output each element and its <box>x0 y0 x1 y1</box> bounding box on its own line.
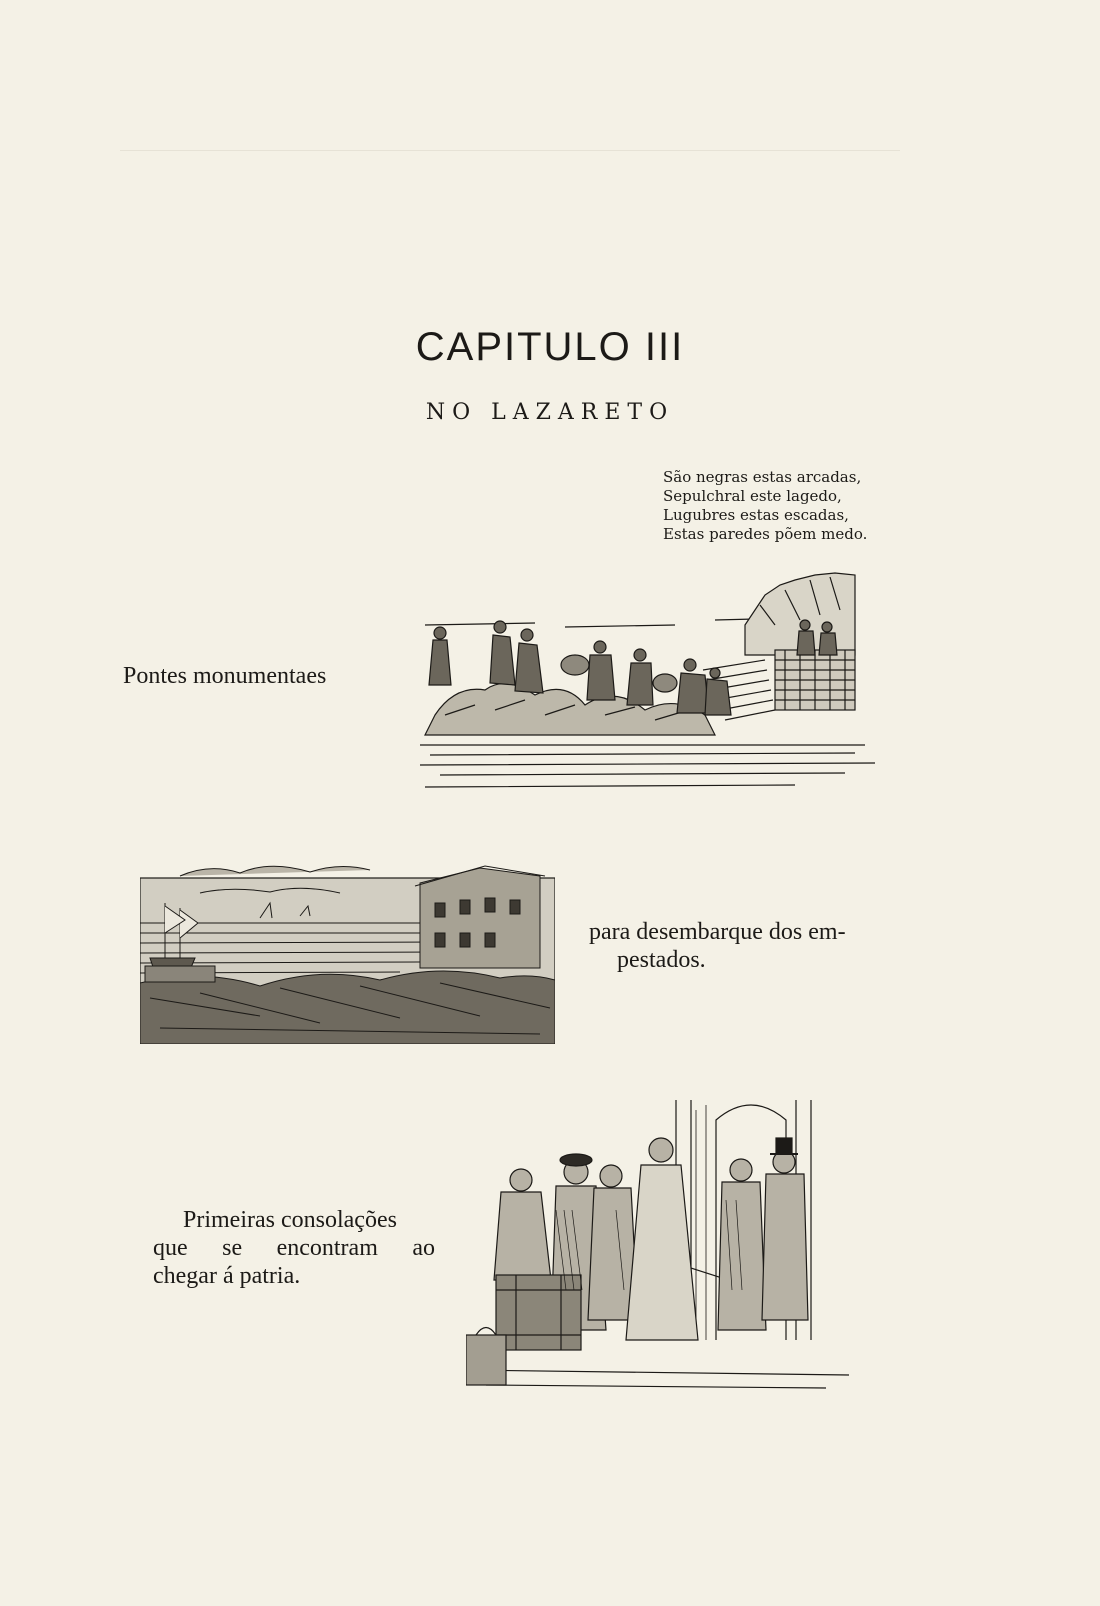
caption-line: que se encontram ao <box>153 1235 435 1261</box>
illustration-harbor-drawing <box>140 848 555 1044</box>
epigraph-line: Sepulchral este lagedo, <box>663 487 842 505</box>
caption-pontes: Pontes monumentaes <box>123 663 327 689</box>
epigraph-line: Lugubres estas escadas, <box>663 506 849 524</box>
illustration-arrival-crowd-drawing <box>466 1090 849 1400</box>
show-through-rule <box>120 150 900 151</box>
illustration-arrival-crowd <box>466 1090 849 1400</box>
caption-line: chegar á patria. <box>153 1263 301 1289</box>
caption-line: para desembarque dos em- <box>589 919 846 945</box>
chapter-title: CAPITULO III <box>415 324 685 369</box>
illustration-rocky-landing <box>415 565 880 800</box>
epigraph <box>663 468 963 544</box>
illustration-rocky-landing-drawing <box>415 565 880 800</box>
illustration-harbor <box>140 848 555 1044</box>
epigraph-line: Estas paredes põem medo. <box>663 525 868 543</box>
epigraph-line: São negras estas arcadas, <box>663 468 862 486</box>
caption-line: pestados. <box>617 947 706 973</box>
chapter-subtitle: NO LAZARETO <box>425 400 675 425</box>
caption-consolacoes <box>153 1206 435 1290</box>
caption-desembarque <box>589 918 909 974</box>
caption-line: Primeiras consolações <box>183 1207 397 1233</box>
